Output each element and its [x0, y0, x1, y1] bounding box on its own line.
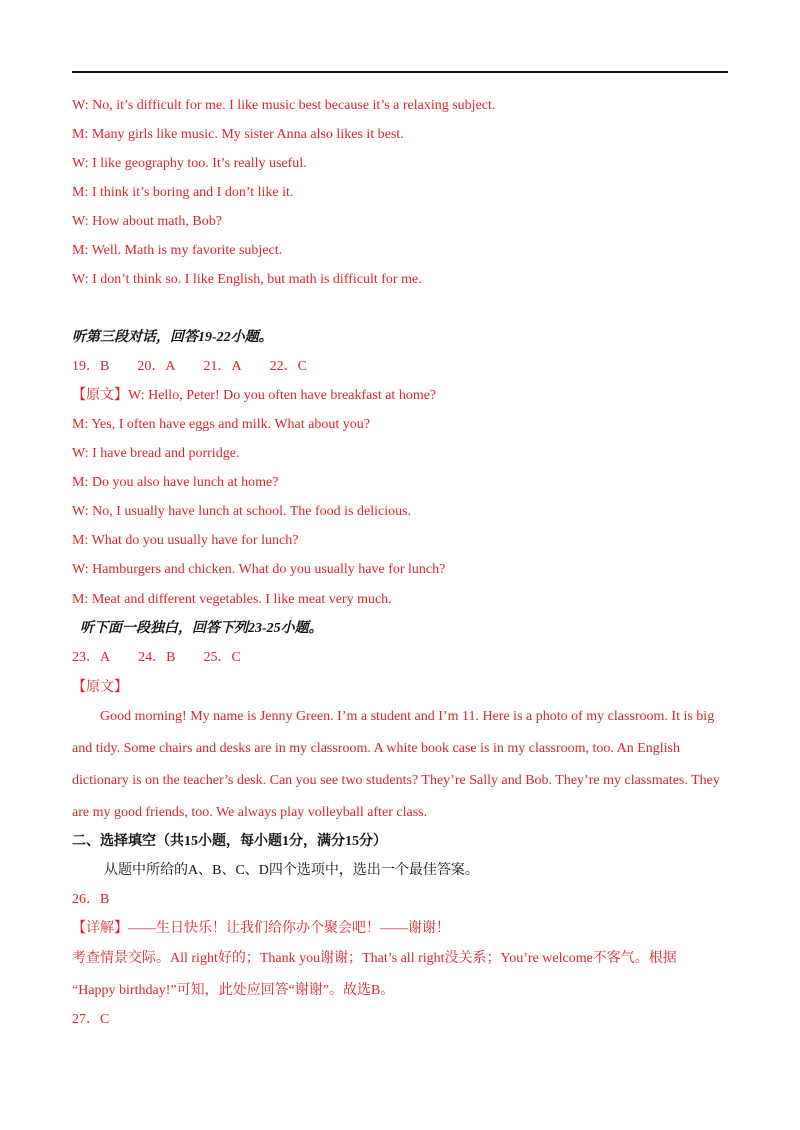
dialogue-line: W: No, I usually have lunch at school. The food is delicious.	[72, 504, 412, 519]
explanation-line: 考查情景交际。All right好的；Thank you谢谢；That’s all right没关系；You’re welcome不客气。根据	[72, 951, 677, 966]
dialogue-line: M: Many girls like music. My sister Anna also likes it best.	[72, 127, 404, 142]
answer: 24．B	[138, 650, 176, 665]
paragraph-line: and tidy. Some chairs and desks are in my classroom. A white book case is in my classroom, too. An English	[72, 741, 681, 756]
dialogue-line: M: Do you also have lunch at home?	[72, 475, 279, 490]
paragraph-line: are my good friends, too. We always play volleyball after class.	[72, 805, 428, 820]
paragraph-line: dictionary is on the teacher’s desk. Can you see two students? They’re Sally and Bob. They’re my classmates. They	[72, 773, 720, 788]
header-rule	[72, 71, 728, 73]
answer: 26．B	[72, 892, 110, 907]
dialogue-line: W: I don’t think so. I like English, but math is difficult for me.	[72, 272, 422, 287]
paragraph-line: Good morning! My name is Jenny Green. I’m a student and I’m 11. Here is a photo of my classroom. It is big	[100, 709, 715, 724]
dialogue-line: W: How about math, Bob?	[72, 214, 222, 229]
instruction: 从题中所给的A、B、C、D四个选项中，选出一个最佳答案。	[104, 863, 479, 878]
dialogue-line: W: No, it’s difficult for me. I like music best because it’s a relaxing subject.	[72, 98, 496, 113]
answer-row	[72, 358, 307, 376]
answer: 20．A	[137, 359, 176, 374]
dialogue-line: M: Meat and different vegetables. I like meat very much.	[72, 592, 392, 607]
dialogue-line: M: Yes, I often have eggs and milk. What about you?	[72, 417, 370, 432]
explanation-line: “Happy birthday!”可知，此处应回答“谢谢”。故选B。	[72, 983, 395, 998]
dialogue-line: M: What do you usually have for lunch?	[72, 533, 299, 548]
dialogue-line: M: I think it’s boring and I don’t like it.	[72, 185, 294, 200]
explanation-line: 【详解】——生日快乐！让我们给你办个聚会吧！——谢谢！	[72, 921, 450, 936]
section-heading: 听第三段对话，回答19-22小题。	[72, 330, 273, 345]
answer-row	[72, 649, 241, 667]
answer: 25．C	[203, 650, 241, 665]
dialogue-line: W: I like geography too. It’s really useful.	[72, 156, 307, 171]
answer: 23．A	[72, 650, 111, 665]
part-heading: 二、选择填空（共15小题，每小题1分，满分15分）	[72, 834, 387, 849]
answer: 21．A	[203, 359, 242, 374]
source-tag: 【原文】	[72, 680, 128, 695]
answer: 22．C	[269, 359, 307, 374]
source-tag: 【原文】	[72, 388, 128, 403]
answer: 27．C	[72, 1012, 110, 1027]
dialogue-line: W: Hamburgers and chicken. What do you usually have for lunch?	[72, 562, 446, 577]
section-heading: 听下面一段独白，回答下列23-25小题。	[80, 621, 323, 636]
dialogue-line: 【原文】W: Hello, Peter! Do you often have breakfast at home?	[72, 388, 437, 403]
dialogue-line: M: Well. Math is my favorite subject.	[72, 243, 283, 258]
dialogue-line: W: I have bread and porridge.	[72, 446, 240, 461]
answer: 19．B	[72, 359, 110, 374]
